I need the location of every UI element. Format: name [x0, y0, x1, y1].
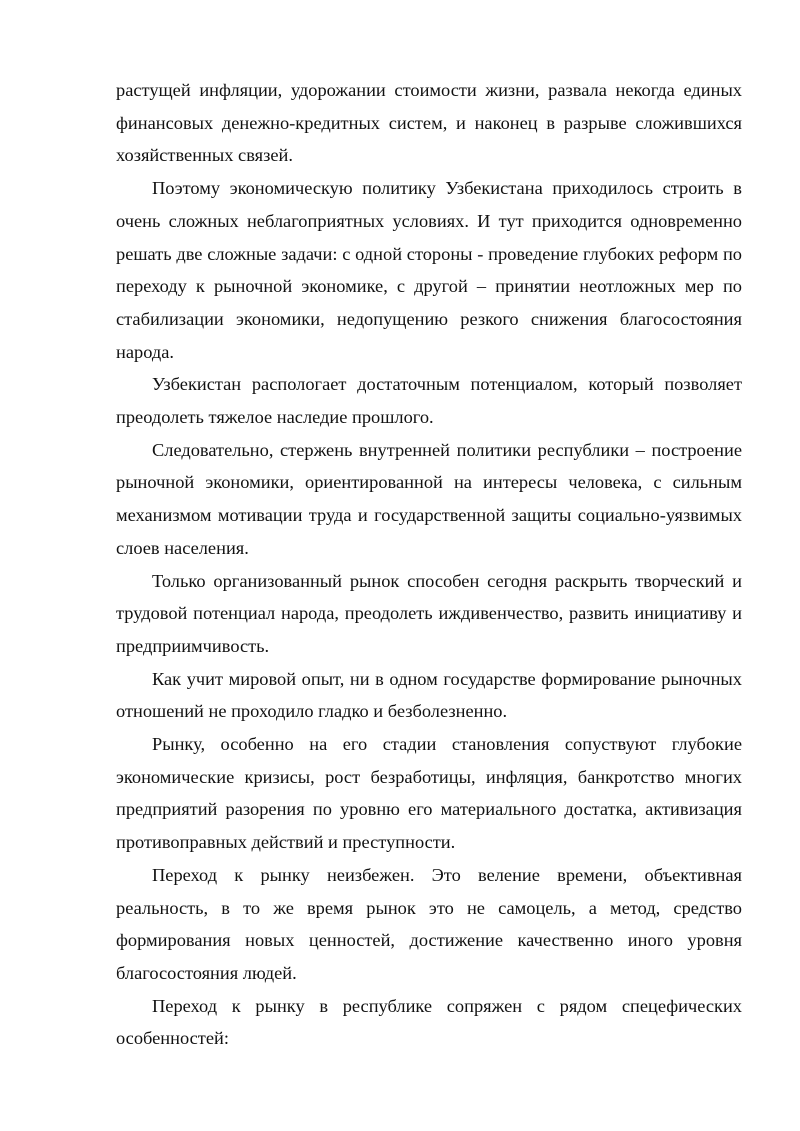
paragraph: Только организованный рынок способен сегодня раскрыть творческий и трудовой потенциал народа, преодолеть иждивенчество, развить инициативу и предприимчивость.: [116, 570, 742, 656]
paragraph: Как учит мировой опыт, ни в одном государстве формирование рыночных отношений не проходило гладко и безболезненно.: [116, 668, 742, 722]
paragraph: Узбекистан распологает достаточным потенциалом, который позволяет преодолеть тяжелое наследие прошлого.: [116, 374, 742, 428]
paragraph: Поэтому экономическую политику Узбекистана приходилось строить в очень сложных неблагоприятных условиях. И тут приходится одновременно решать две сложные задачи: с одной стороны - проведение глубоких реформ по переходу к рыночной экономике, с другой – принятии неотложных мер по стабилизации экономики, недопущению резкого снижения благосостояния народа.: [116, 178, 742, 362]
paragraph-continuation: растущей инфляции, удорожании стоимости жизни, развала некогда единых финансовых денежно-кредитных систем, и наконец в разрыве сложившихся хозяйственных связей.: [116, 80, 742, 166]
paragraph: Рынку, особенно на его стадии становления сопуствуют глубокие экономические кризисы, рост безработицы, инфляция, банкротство многих предприятий разорения по уровню его материального достатка, активизация противоправных действий и преступности.: [116, 734, 742, 853]
paragraph: Переход к рынку неизбежен. Это веление времени, объективная реальность, в то же время рынок это не самоцель, а метод, средство формирования новых ценностей, достижение качественно иного уровня благосостояния людей.: [116, 864, 742, 983]
document-body: [116, 74, 742, 1055]
paragraph: Следовательно, стержень внутренней политики республики – построение рыночной экономики, ориентированной на интересы человека, с сильным механизмом мотивации труда и государственной защиты социально-уязвимых слоев населения.: [116, 439, 742, 558]
paragraph: Переход к рынку в республике сопряжен с рядом спецефических особенностей:: [116, 995, 742, 1049]
